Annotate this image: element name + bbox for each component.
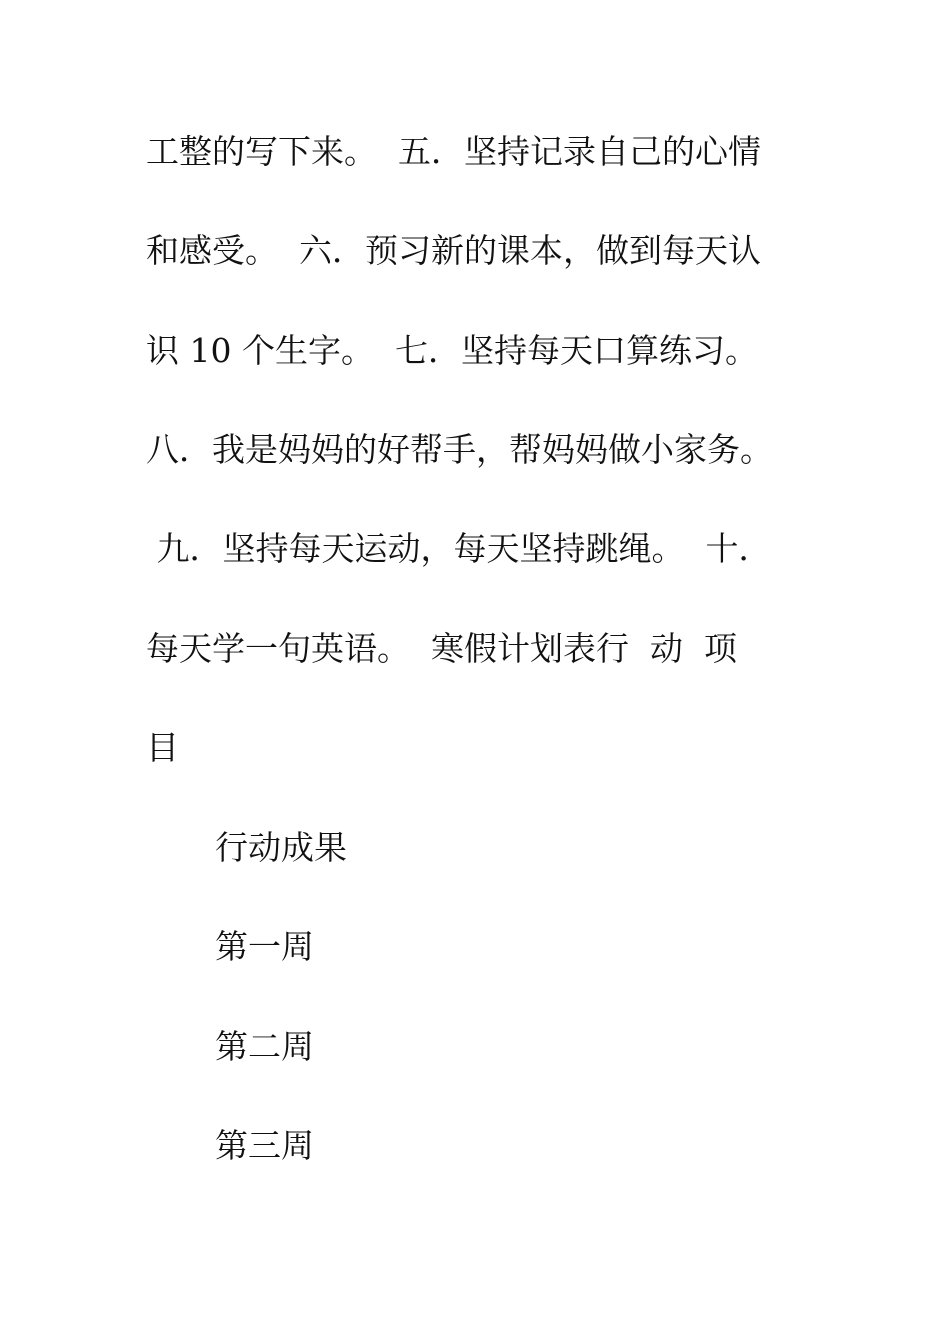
table-row-label-week-2: 第二周 [215, 1027, 314, 1066]
table-row-label-week-3: 第三周 [215, 1126, 314, 1165]
text-line-6: 每天学一句英语。 寒假计划表行 动 项 [146, 629, 737, 668]
text-line-4: 八．我是妈妈的好帮手，帮妈妈做小家务。 [146, 430, 773, 469]
table-row-label-results: 行动成果 [215, 828, 347, 867]
text-line-5: 九．坚持每天运动，每天坚持跳绳。 十． [146, 529, 772, 568]
text-line-7: 目 [146, 728, 179, 767]
text-line-2: 和感受。 六．预习新的课本，做到每天认 [146, 231, 761, 270]
text-line-3: 识 10 个生字。 七．坚持每天口算练习。 [146, 331, 758, 370]
text-line-1: 工整的写下来。 五．坚持记录自己的心情 [146, 132, 761, 171]
table-row-label-week-1: 第一周 [215, 927, 314, 966]
